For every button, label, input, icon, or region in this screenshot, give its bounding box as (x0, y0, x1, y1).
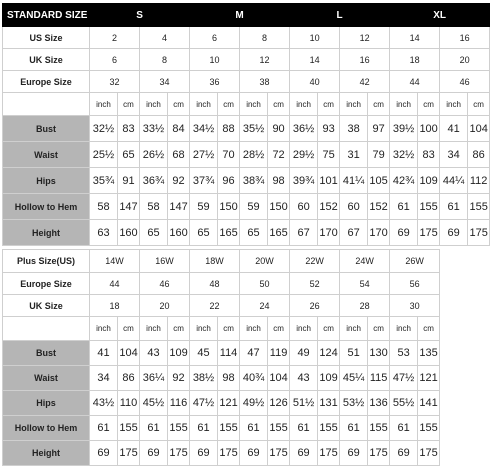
plus-us-size-value: 24W (340, 250, 390, 273)
unit-cm: cm (368, 93, 390, 116)
measurement-label: Bust (3, 341, 90, 366)
measurement-value: 104 (268, 366, 290, 391)
unit-inch: inch (340, 93, 368, 116)
unit-cm: cm (368, 317, 390, 341)
measurement-value: 47½ (190, 391, 218, 416)
measurement-value: 35½ (240, 116, 268, 142)
plus-uk-size-value: 28 (340, 295, 390, 317)
measurement-value: 84 (168, 116, 190, 142)
standard-header-row (3, 4, 490, 27)
measurement-value: 36½ (290, 116, 318, 142)
plus-europe-size-value: 54 (340, 273, 390, 295)
measurement-value: 61 (90, 416, 118, 441)
measurement-value: 65 (190, 220, 218, 246)
measurement-label: Bust (3, 116, 90, 142)
unit-cm: cm (218, 93, 240, 116)
unit-cm: cm (418, 317, 440, 341)
measurement-value: 32½ (90, 116, 118, 142)
unit-cm: cm (268, 317, 290, 341)
measurement-value: 155 (418, 416, 440, 441)
measurement-value: 116 (168, 391, 190, 416)
unit-cm: cm (118, 317, 140, 341)
measurement-label: Height (3, 220, 90, 246)
measurement-value: 53 (390, 341, 418, 366)
measurement-value: 41¼ (340, 168, 368, 194)
measurement-value: 59 (240, 194, 268, 220)
measurement-value: 61 (290, 416, 318, 441)
measurement-value: 109 (168, 341, 190, 366)
measurement-value: 155 (418, 194, 440, 220)
measurement-value: 60 (340, 194, 368, 220)
measurement-value: 61 (390, 416, 418, 441)
measurement-label: Waist (3, 142, 90, 168)
size-l-header: L (290, 4, 390, 27)
measurement-value: 155 (368, 416, 390, 441)
measurement-value: 69 (190, 441, 218, 466)
plus-uk-size-value: 24 (240, 295, 290, 317)
plus-uk-size-value: 30 (390, 295, 440, 317)
measurement-value: 131 (318, 391, 340, 416)
size-s-header: S (90, 4, 190, 27)
measurement-value: 65 (240, 220, 268, 246)
measurement-value: 160 (168, 220, 190, 246)
uk-size-value: 6 (90, 49, 140, 71)
measurement-value: 41 (90, 341, 118, 366)
measurement-value: 29½ (290, 142, 318, 168)
plus-europe-size-row (3, 273, 440, 295)
plus-measurements (3, 341, 440, 466)
measurement-value: 98 (218, 366, 240, 391)
measurement-value: 70 (218, 142, 240, 168)
measurement-row (3, 341, 440, 366)
us-size-row (3, 27, 490, 49)
measurement-value: 47½ (390, 366, 418, 391)
measurement-value: 92 (168, 366, 190, 391)
plus-uk-size-value: 26 (290, 295, 340, 317)
plus-us-size-value: 20W (240, 250, 290, 273)
measurement-value: 51½ (290, 391, 318, 416)
measurement-label: Hollow to Hem (3, 194, 90, 220)
measurement-value: 155 (268, 416, 290, 441)
measurement-value: 110 (118, 391, 140, 416)
unit-row (3, 93, 490, 116)
europe-size-value: 42 (340, 71, 390, 93)
europe-size-label: Europe Size (3, 71, 90, 93)
us-size-value: 14 (390, 27, 440, 49)
measurement-value: 155 (468, 194, 490, 220)
measurement-value: 27½ (190, 142, 218, 168)
measurement-value: 121 (418, 366, 440, 391)
us-size-value: 2 (90, 27, 140, 49)
measurement-label: Hips (3, 168, 90, 194)
plus-us-size-value: 14W (90, 250, 140, 273)
plus-us-size-value: 16W (140, 250, 190, 273)
measurement-value: 33½ (140, 116, 168, 142)
measurement-label: Hollow to Hem (3, 416, 90, 441)
measurement-label: Hips (3, 391, 90, 416)
uk-size-value: 14 (290, 49, 340, 71)
measurement-value: 160 (118, 220, 140, 246)
plus-size-us-label: Plus Size(US) (3, 250, 90, 273)
measurement-value: 65 (140, 220, 168, 246)
size-m-header: M (190, 4, 290, 27)
unit-inch: inch (240, 317, 268, 341)
measurement-value: 40¾ (240, 366, 268, 391)
measurement-value: 67 (290, 220, 318, 246)
measurement-value: 155 (218, 416, 240, 441)
measurement-value: 61 (140, 416, 168, 441)
measurement-value: 175 (118, 441, 140, 466)
measurement-value: 61 (390, 194, 418, 220)
measurement-value: 38¾ (240, 168, 268, 194)
europe-size-value: 34 (140, 71, 190, 93)
measurement-value: 61 (340, 416, 368, 441)
measurement-value: 170 (368, 220, 390, 246)
measurement-value: 109 (318, 366, 340, 391)
measurement-value: 28½ (240, 142, 268, 168)
measurement-value: 45¼ (340, 366, 368, 391)
uk-size-row (3, 49, 490, 71)
measurement-row (3, 116, 490, 142)
measurement-value: 90 (268, 116, 290, 142)
measurement-value: 175 (318, 441, 340, 466)
measurement-value: 43 (290, 366, 318, 391)
measurement-value: 150 (218, 194, 240, 220)
plus-us-size-value: 26W (390, 250, 440, 273)
measurement-value: 61 (440, 194, 468, 220)
measurement-value: 175 (218, 441, 240, 466)
measurement-value: 69 (90, 441, 118, 466)
unit-inch: inch (290, 93, 318, 116)
plus-europe-size-label: Europe Size (3, 273, 90, 295)
plus-us-size-row (3, 250, 440, 273)
plus-unit-row-blank (3, 317, 90, 341)
measurement-value: 25½ (90, 142, 118, 168)
measurement-value: 63 (90, 220, 118, 246)
measurement-value: 141 (418, 391, 440, 416)
measurement-value: 79 (368, 142, 390, 168)
unit-cm: cm (218, 317, 240, 341)
us-size-value: 4 (140, 27, 190, 49)
measurement-value: 155 (318, 416, 340, 441)
measurement-value: 36¾ (140, 168, 168, 194)
measurement-value: 121 (218, 391, 240, 416)
measurement-value: 105 (368, 168, 390, 194)
europe-size-row (3, 71, 490, 93)
measurement-value: 147 (168, 194, 190, 220)
europe-size-value: 46 (440, 71, 490, 93)
measurement-value: 88 (218, 116, 240, 142)
measurement-value: 42¾ (390, 168, 418, 194)
measurement-value: 114 (218, 341, 240, 366)
us-size-label: US Size (3, 27, 90, 49)
measurement-value: 109 (418, 168, 440, 194)
uk-size-value: 10 (190, 49, 240, 71)
measurement-row (3, 168, 490, 194)
plus-europe-size-value: 46 (140, 273, 190, 295)
measurement-value: 91 (118, 168, 140, 194)
measurement-value: 43½ (90, 391, 118, 416)
measurement-value: 170 (318, 220, 340, 246)
measurement-value: 61 (240, 416, 268, 441)
measurement-value: 38½ (190, 366, 218, 391)
measurement-value: 31 (340, 142, 368, 168)
plus-europe-size-value: 52 (290, 273, 340, 295)
plus-uk-size-value: 18 (90, 295, 140, 317)
measurement-value: 86 (468, 142, 490, 168)
measurement-value: 36¼ (140, 366, 168, 391)
measurement-value: 155 (168, 416, 190, 441)
unit-inch: inch (390, 317, 418, 341)
measurement-row (3, 391, 440, 416)
measurement-value: 112 (468, 168, 490, 194)
unit-cm: cm (318, 317, 340, 341)
standard-measurements (3, 116, 490, 246)
uk-size-value: 20 (440, 49, 490, 71)
measurement-value: 86 (118, 366, 140, 391)
uk-size-value: 12 (240, 49, 290, 71)
measurement-value: 152 (318, 194, 340, 220)
measurement-value: 58 (90, 194, 118, 220)
us-size-value: 10 (290, 27, 340, 49)
plus-europe-size-value: 50 (240, 273, 290, 295)
measurement-value: 147 (118, 194, 140, 220)
unit-inch: inch (90, 93, 118, 116)
measurement-value: 175 (418, 441, 440, 466)
measurement-value: 34 (90, 366, 118, 391)
plus-size-table (2, 249, 440, 466)
unit-cm: cm (268, 93, 290, 116)
unit-cm: cm (468, 93, 490, 116)
measurement-value: 100 (418, 116, 440, 142)
measurement-row (3, 220, 490, 246)
measurement-value: 97 (368, 116, 390, 142)
measurement-value: 69 (290, 441, 318, 466)
measurement-value: 69 (240, 441, 268, 466)
uk-size-label: UK Size (3, 49, 90, 71)
measurement-value: 175 (368, 441, 390, 466)
unit-inch: inch (390, 93, 418, 116)
uk-size-value: 16 (340, 49, 390, 71)
unit-inch: inch (190, 317, 218, 341)
measurement-value: 69 (340, 441, 368, 466)
plus-us-size-value: 18W (190, 250, 240, 273)
measurement-value: 58 (140, 194, 168, 220)
measurement-value: 101 (318, 168, 340, 194)
us-size-value: 6 (190, 27, 240, 49)
measurement-value: 45 (190, 341, 218, 366)
measurement-value: 67 (340, 220, 368, 246)
europe-size-value: 36 (190, 71, 240, 93)
plus-uk-size-value: 20 (140, 295, 190, 317)
measurement-value: 69 (440, 220, 468, 246)
measurement-value: 61 (190, 416, 218, 441)
unit-inch: inch (190, 93, 218, 116)
measurement-value: 72 (268, 142, 290, 168)
unit-inch: inch (340, 317, 368, 341)
plus-europe-size-value: 48 (190, 273, 240, 295)
measurement-value: 92 (168, 168, 190, 194)
measurement-value: 104 (118, 341, 140, 366)
measurement-value: 43 (140, 341, 168, 366)
measurement-value: 41 (440, 116, 468, 142)
measurement-value: 126 (268, 391, 290, 416)
standard-size-title: STANDARD SIZE (3, 4, 90, 27)
measurement-value: 104 (468, 116, 490, 142)
measurement-value: 47 (240, 341, 268, 366)
measurement-value: 55½ (390, 391, 418, 416)
measurement-value: 35¾ (90, 168, 118, 194)
measurement-value: 119 (268, 341, 290, 366)
measurement-row (3, 366, 440, 391)
measurement-value: 83 (418, 142, 440, 168)
measurement-value: 68 (168, 142, 190, 168)
measurement-row (3, 416, 440, 441)
plus-uk-size-label: UK Size (3, 295, 90, 317)
measurement-value: 34½ (190, 116, 218, 142)
plus-uk-size-row (3, 295, 440, 317)
measurement-value: 115 (368, 366, 390, 391)
plus-unit-row (3, 317, 440, 341)
measurement-value: 60 (290, 194, 318, 220)
measurement-value: 175 (468, 220, 490, 246)
us-size-value: 16 (440, 27, 490, 49)
measurement-value: 165 (268, 220, 290, 246)
measurement-value: 155 (118, 416, 140, 441)
uk-size-value: 8 (140, 49, 190, 71)
measurement-value: 34 (440, 142, 468, 168)
measurement-value: 83 (118, 116, 140, 142)
measurement-value: 135 (418, 341, 440, 366)
unit-row-blank (3, 93, 90, 116)
unit-cm: cm (418, 93, 440, 116)
measurement-value: 130 (368, 341, 390, 366)
unit-inch: inch (440, 93, 468, 116)
measurement-value: 37¾ (190, 168, 218, 194)
plus-europe-size-value: 44 (90, 273, 140, 295)
measurement-value: 175 (268, 441, 290, 466)
unit-inch: inch (140, 93, 168, 116)
us-size-value: 8 (240, 27, 290, 49)
measurement-value: 136 (368, 391, 390, 416)
unit-cm: cm (168, 93, 190, 116)
unit-cm: cm (318, 93, 340, 116)
plus-uk-size-value: 22 (190, 295, 240, 317)
measurement-value: 69 (390, 441, 418, 466)
measurement-row (3, 142, 490, 168)
measurement-value: 69 (140, 441, 168, 466)
measurement-value: 96 (218, 168, 240, 194)
measurement-value: 175 (168, 441, 190, 466)
measurement-value: 175 (418, 220, 440, 246)
measurement-value: 65 (118, 142, 140, 168)
measurement-value: 53½ (340, 391, 368, 416)
measurement-value: 51 (340, 341, 368, 366)
measurement-value: 39¾ (290, 168, 318, 194)
unit-inch: inch (240, 93, 268, 116)
measurement-value: 152 (368, 194, 390, 220)
measurement-value: 38 (340, 116, 368, 142)
measurement-value: 49½ (240, 391, 268, 416)
unit-cm: cm (168, 317, 190, 341)
europe-size-value: 38 (240, 71, 290, 93)
standard-size-table (2, 3, 490, 246)
measurement-value: 59 (190, 194, 218, 220)
measurement-value: 45½ (140, 391, 168, 416)
plus-europe-size-value: 56 (390, 273, 440, 295)
uk-size-value: 18 (390, 49, 440, 71)
measurement-value: 75 (318, 142, 340, 168)
measurement-row (3, 194, 490, 220)
measurement-value: 124 (318, 341, 340, 366)
measurement-value: 165 (218, 220, 240, 246)
measurement-label: Waist (3, 366, 90, 391)
unit-inch: inch (290, 317, 318, 341)
unit-cm: cm (118, 93, 140, 116)
unit-inch: inch (90, 317, 118, 341)
measurement-value: 69 (390, 220, 418, 246)
us-size-value: 12 (340, 27, 390, 49)
measurement-value: 49 (290, 341, 318, 366)
measurement-label: Height (3, 441, 90, 466)
measurement-value: 32½ (390, 142, 418, 168)
plus-us-size-value: 22W (290, 250, 340, 273)
europe-size-value: 40 (290, 71, 340, 93)
measurement-value: 39½ (390, 116, 418, 142)
measurement-value: 44¼ (440, 168, 468, 194)
unit-inch: inch (140, 317, 168, 341)
size-xl-header: XL (390, 4, 490, 27)
measurement-value: 93 (318, 116, 340, 142)
measurement-row (3, 441, 440, 466)
measurement-value: 98 (268, 168, 290, 194)
europe-size-value: 44 (390, 71, 440, 93)
measurement-value: 26½ (140, 142, 168, 168)
europe-size-value: 32 (90, 71, 140, 93)
measurement-value: 150 (268, 194, 290, 220)
